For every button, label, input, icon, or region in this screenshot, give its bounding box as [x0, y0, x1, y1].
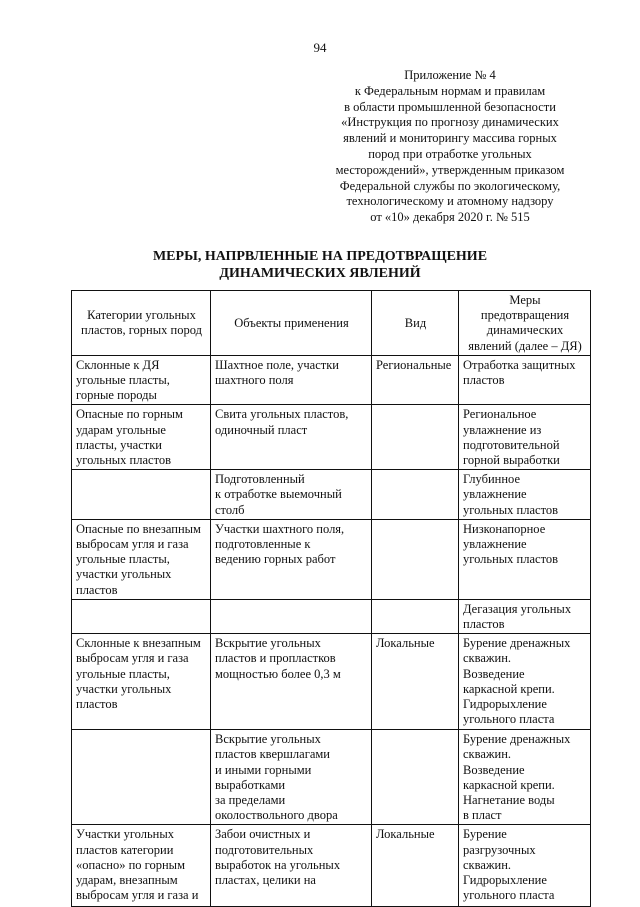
cell-objects [211, 730, 372, 825]
appendix-line: в области промышленной безопасности [344, 99, 556, 114]
cell-text-line: увлажнение [463, 537, 527, 552]
cell-text-line: Опасные по горным [76, 407, 183, 422]
cell-text-line: Меры [509, 293, 541, 307]
cell-objects [211, 519, 372, 599]
cell-text-line: Локальные [376, 636, 435, 651]
cell-text-line: горные породы [76, 388, 157, 403]
appendix-line: технологическому и атомному надзору [346, 194, 554, 209]
appendix-line: к Федеральным нормам и правилам [354, 83, 546, 98]
header-type [372, 291, 459, 356]
cell-type-empty [372, 470, 459, 520]
cell-type [372, 634, 459, 730]
cell-text-line: скважин. [463, 857, 512, 872]
cell-category-empty [72, 599, 211, 633]
measures-table [71, 290, 591, 907]
cell-text-line: участки угольных [76, 681, 172, 696]
table-row [72, 634, 591, 730]
cell-measures [459, 730, 591, 825]
header-measures [459, 291, 591, 356]
cell-type-empty [372, 599, 459, 633]
cell-text-line: пластов [76, 582, 118, 597]
cell-text-line: ударам угольные [76, 422, 166, 437]
table-row [72, 519, 591, 599]
cell-text-line: за пределами [215, 793, 286, 808]
cell-text-line: угольных пластов [463, 552, 559, 567]
cell-objects [211, 470, 372, 520]
cell-text-line: угольного пласта [463, 888, 555, 903]
cell-text-line: Отработка защитных [463, 357, 576, 372]
appendix-line: месторождений», утвержденным приказом [335, 162, 565, 177]
appendix-line: от «10» декабря 2020 г. № 515 [370, 210, 530, 225]
cell-category [72, 405, 211, 470]
cell-measures [459, 634, 591, 730]
cell-text-line: Бурение дренажных [463, 732, 571, 747]
cell-text-line: предотвращения [480, 308, 570, 323]
cell-text-line: Вскрытие угольных [215, 732, 321, 747]
cell-text-line: подготовленные к [215, 537, 311, 552]
cell-text-line: Шахтное поле, участки [215, 357, 339, 372]
cell-text-line: увлажнение [463, 487, 527, 502]
appendix-line: явлений и мониторингу массива горных [343, 131, 557, 146]
cell-text-line: шахтного поля [215, 373, 294, 388]
cell-text-line: Объекты применения [234, 315, 349, 330]
cell-text-line: Участки угольных [76, 827, 175, 842]
cell-text-line: пластов [76, 697, 118, 712]
cell-text-line: Свита угольных пластов, [215, 407, 349, 422]
cell-text-line: Гидрорыхление [463, 697, 547, 712]
cell-text-line: околоствольного двора [215, 808, 338, 823]
document-title-line-1: МЕРЫ, НАПРВЛЕННЫЕ НА ПРЕДОТВРАЩЕНИЕ [152, 249, 488, 264]
appendix-line: пород при отработке угольных [368, 146, 532, 161]
cell-text-line: подготовительной [463, 437, 560, 452]
table-row [72, 470, 591, 520]
cell-category [72, 519, 211, 599]
cell-text-line: скважин. [463, 747, 512, 762]
cell-text-line: динамических [486, 323, 564, 338]
cell-text-line: Нагнетание воды [463, 793, 555, 808]
cell-measures [459, 519, 591, 599]
cell-objects [211, 825, 372, 907]
table-header-row [72, 291, 591, 356]
cell-text-line: Региональные [376, 357, 452, 372]
document-title-line-2: ДИНАМИЧЕСКИХ ЯВЛЕНИЙ [219, 266, 421, 281]
table-row [72, 405, 591, 470]
cell-text-line: Категории угольных [87, 308, 196, 323]
appendix-line: «Инструкция по прогнозу динамических [341, 115, 559, 130]
cell-text-line: скважин. [463, 651, 512, 666]
table-row [72, 825, 591, 907]
cell-text-line: Гидрорыхление [463, 873, 547, 888]
cell-text-line: одиночный пласт [215, 422, 308, 437]
table-row [72, 730, 591, 825]
cell-text-line: выработками [215, 777, 286, 792]
cell-text-line: выбросам угля и газа и [76, 888, 199, 903]
cell-text-line: выбросам угля и газа [76, 537, 189, 552]
cell-type [372, 355, 459, 405]
cell-text-line: Опасные по внезапным [76, 521, 201, 536]
cell-text-line: Забои очистных и [215, 827, 311, 842]
cell-type-empty [372, 519, 459, 599]
cell-text-line: пластов и пропластков [215, 651, 336, 666]
cell-text-line: Участки шахтного поля, [215, 521, 345, 536]
cell-objects [211, 405, 372, 470]
appendix-block [300, 68, 600, 226]
cell-text-line: «опасно» по горным [76, 857, 185, 872]
cell-text-line: участки угольных [76, 567, 172, 582]
cell-measures [459, 599, 591, 633]
cell-objects [211, 355, 372, 405]
cell-measures [459, 825, 591, 907]
cell-text-line: пластов, горных пород [81, 323, 202, 338]
cell-type-empty [372, 405, 459, 470]
cell-text-line: Вскрытие угольных [215, 636, 321, 651]
cell-text-line: Склонные к внезапным [76, 636, 201, 651]
cell-text-line: угольные пласты, [76, 373, 170, 388]
cell-text-line: угольного пласта [463, 712, 555, 727]
cell-text-line: Бурение дренажных [463, 636, 571, 651]
cell-type-empty [372, 730, 459, 825]
header-category [72, 291, 211, 356]
cell-text-line: увлажнение из [463, 422, 542, 437]
cell-text-line: пластов [463, 617, 505, 632]
appendix-line: Приложение № 4 [404, 68, 496, 82]
cell-text-line: пластах, целики на [215, 873, 316, 888]
cell-text-line: явлений (далее – ДЯ) [468, 338, 582, 353]
cell-text-line: угольных пластов [463, 502, 559, 517]
cell-category-empty [72, 730, 211, 825]
cell-text-line: угольные пласты, [76, 666, 170, 681]
cell-text-line: столб [215, 502, 245, 517]
cell-text-line: Низконапорное [463, 521, 546, 536]
cell-text-line: Склонные к ДЯ [76, 357, 160, 372]
cell-type [372, 825, 459, 907]
cell-text-line: пластов [463, 373, 505, 388]
cell-measures [459, 470, 591, 520]
cell-category [72, 825, 211, 907]
cell-text-line: угольных пластов [76, 453, 172, 468]
cell-text-line: Региональное [463, 407, 537, 422]
cell-text-line: горной выработки [463, 453, 560, 468]
cell-text-line: Локальные [376, 827, 435, 842]
table-row [72, 599, 591, 633]
cell-text-line: разгрузочных [463, 842, 536, 857]
cell-text-line: Бурение [463, 827, 507, 842]
cell-text-line: каркасной крепи. [463, 777, 555, 792]
cell-text-line: пласты, участки [76, 437, 162, 452]
cell-text-line: к отработке выемочный [215, 487, 342, 502]
cell-text-line: пластов категории [76, 842, 174, 857]
cell-text-line: ударам, внезапным [76, 873, 178, 888]
cell-text-line: выбросам угля и газа [76, 651, 189, 666]
cell-category [72, 634, 211, 730]
cell-objects [211, 634, 372, 730]
cell-text-line: Вид [404, 315, 427, 330]
cell-category-empty [72, 470, 211, 520]
document-title [0, 248, 640, 282]
cell-text-line: в пласт [463, 808, 502, 823]
cell-text-line: выработок на угольных [215, 857, 341, 872]
cell-text-line: Возведение [463, 762, 525, 777]
cell-text-line: подготовительных [215, 842, 314, 857]
cell-text-line: Дегазация угольных [463, 601, 572, 616]
table-row [72, 355, 591, 405]
cell-objects-empty [211, 599, 372, 633]
cell-text-line: Подготовленный [215, 472, 305, 487]
cell-text-line: и иными горными [215, 762, 312, 777]
header-objects [211, 291, 372, 356]
cell-text-line: пластов квершлагами [215, 747, 330, 762]
cell-text-line: Возведение [463, 666, 525, 681]
cell-text-line: Глубинное [463, 472, 520, 487]
cell-measures [459, 405, 591, 470]
cell-text-line: ведению горных работ [215, 552, 336, 567]
cell-text-line: угольные пласты, [76, 552, 170, 567]
page-number: 94 [313, 40, 327, 55]
cell-text-line: мощностью более 0,3 м [215, 666, 341, 681]
cell-measures [459, 355, 591, 405]
cell-category [72, 355, 211, 405]
appendix-line: Федеральной службы по экологическому, [339, 178, 561, 193]
cell-text-line: каркасной крепи. [463, 681, 555, 696]
